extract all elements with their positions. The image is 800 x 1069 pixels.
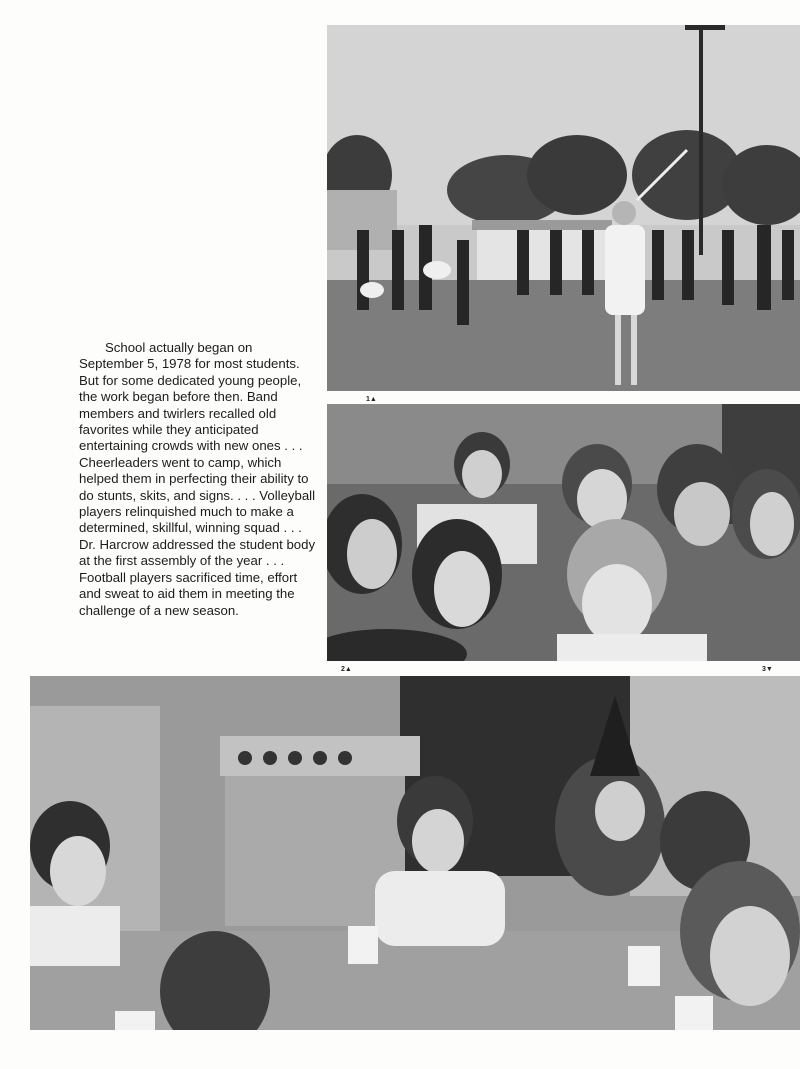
- assembly-students-photo: [327, 404, 800, 661]
- children-party-photo: [30, 676, 800, 1030]
- photo3-caption: 3▼: [762, 666, 773, 673]
- body-text: School actually began on September 5, 1978 for most students. But for some dedicated young people, the work began before then. Band members and twirlers recalled old favorites while they anticipated entertaining crowds with new ones . . . Cheerleaders went to camp, which helped them in perfecting their ability to do stunts, skits, and signs. . . . Volleyball players relinquished much to make a determined, skillful, winning squad . . . Dr. Harcrow addressed the student body at the first assembly of the year . . . Football players sacrificed time, effort and sweat to aid them in meeting the challenge of a new season.: [79, 340, 316, 618]
- marching-band-photo: [327, 25, 800, 391]
- photo2-caption: 2▲: [341, 666, 352, 673]
- photo1-caption: 1▲: [366, 396, 377, 403]
